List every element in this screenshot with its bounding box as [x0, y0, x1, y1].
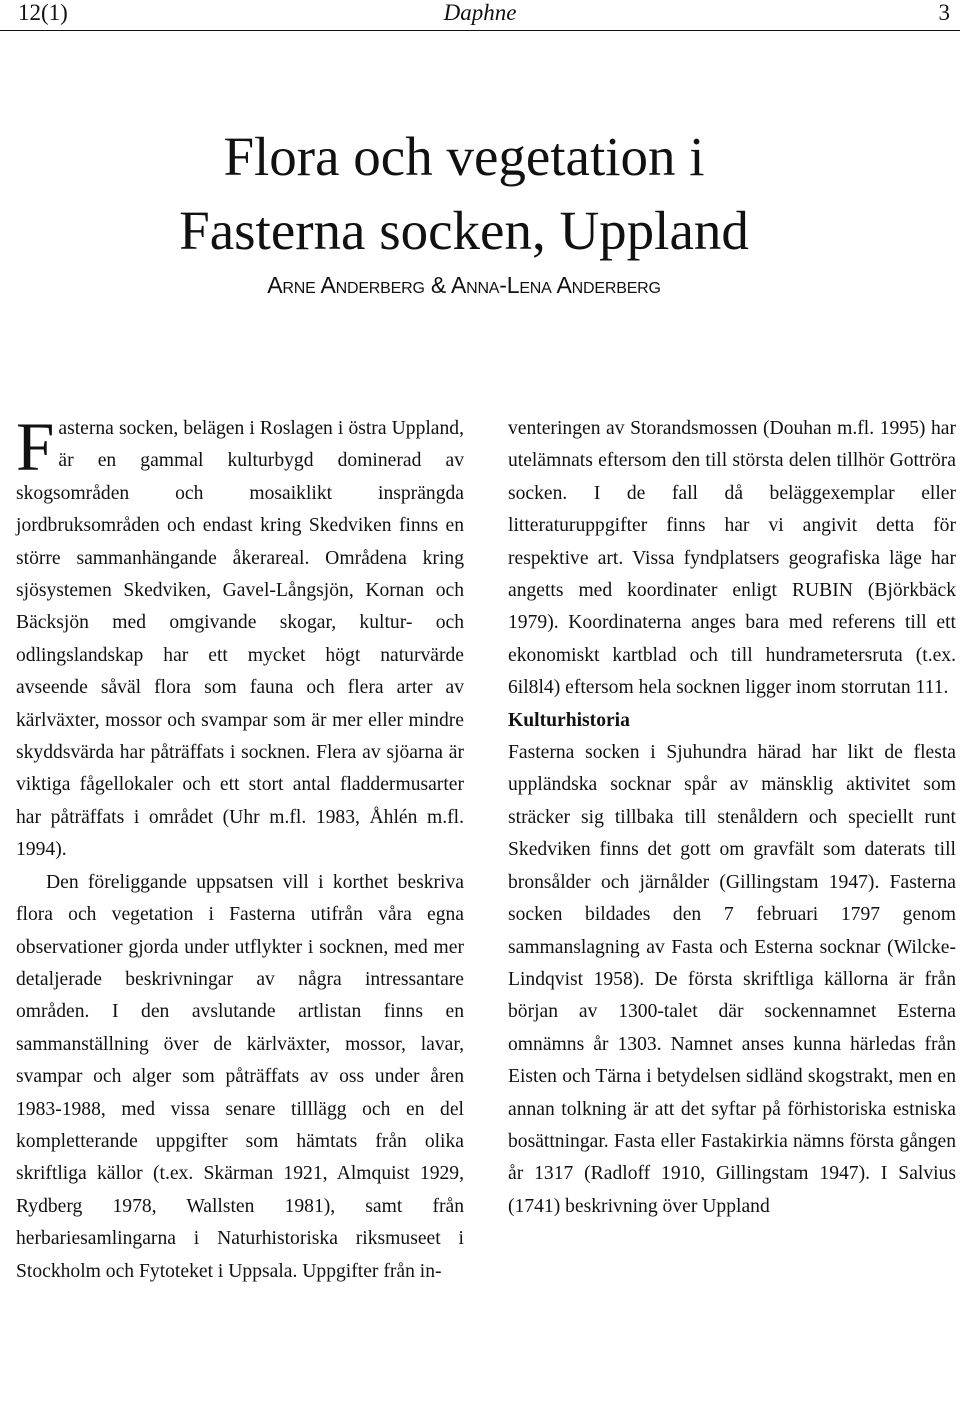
journal-name: Daphne [443, 0, 517, 25]
header-rule [0, 30, 960, 31]
article-title [0, 120, 928, 268]
continued-paragraph: venteringen av Storandsmossen (Douhan m.fl. 1995) har utelämnats eftersom den till största delen tillhör Gottröra socken. I de fall då beläggexemplar eller litteraturuppgifter finns har vi angivit detta för respektive art. Vissa fyndplatsers geografiska läge har angetts med koordinater enligt RUBIN (Björkbäck 1979). Koordinaterna anges bara med referens till ett ekonomiskt kartblad och till hundrametersruta (t.ex. 6il8l4) eftersom hela socknen ligger inom storrutan 111. [508, 418, 956, 699]
title-line-1: Flora och vegetation i [223, 126, 705, 187]
purpose-paragraph: Den föreliggande uppsatsen vill i korthet beskriva flora och vegetation i Fasterna utifrån våra egna observationer gjorda under utflykter i socknen, med mer detaljerade beskrivningar av några intressantare områden. I den avslutande artlistan finns en sammanställning över de kärlväxter, mossor, lavar, svampar och alger som påträffats av oss under åren 1983-1988, med vissa senare tilllägg och en del kompletterande uppgifter som hämtats från olika skriftliga källor (t.ex. Skärman 1921, Almquist 1929, Rydberg 1978, Wallsten 1981), samt från herbariesamlingarna i Naturhistoriska riksmuseet i Stockholm och Fytoteket i Uppsala. Uppgifter från in- [16, 871, 464, 1282]
title-line-2: Fasterna socken, Uppland [179, 200, 749, 261]
section-heading-kulturhistoria: Kulturhistoria [508, 709, 630, 731]
intro-paragraph [16, 409, 464, 867]
drop-cap: F [16, 409, 55, 485]
history-paragraph: Fasterna socken i Sjuhundra härad har likt de flesta uppländska socknar spår av mänsklig aktivitet som sträcker sig tillbaka till stenåldern och speciellt runt Skedviken finns det gott om gravfält som daterats till bronsålder och järnålder (Gillingstam 1947). Fasterna socken bildades den 7 februari 1797 genom sammanslagning av Fasta och Esterna socknar (Wilcke-Lindqvist 1958). De första skriftliga källorna är från början av 1300-talet där sockennamnet Esterna omnämns år 1303. Namnet anses kunna härledas från Eisten och Tärna i betydelsen sidländ skogstrakt, men en annan tolkning är att det syftar på förhistoriska estniska bosättningar. Fasta eller Fastakirkia nämns första gången år 1317 (Radloff 1910, Gillingstam 1947). I Salvius (1741) beskrivning över Uppland [508, 742, 956, 1217]
left-column [16, 409, 464, 1288]
issue-number: 12(1) [18, 0, 68, 25]
running-header [0, 0, 960, 34]
right-column [508, 413, 956, 1223]
intro-text: asterna socken, belägen i Roslagen i östra Uppland, är en gammal kulturbygd dominerad av skogsområden och mosaiklikt insprängda jordbruksområden och endast kring Skedviken finns en större sammanhängande åkerareal. Områdena kring sjösystemen Skedviken, Gavel-Långsjön, Kornan och Bäcksjön med omgivande skogar, kultur- och odlingslandskap har ett mycket högt naturvärde avseende såväl flora som fauna och flera arter av kärlväxter, mossor och svampar som är mer eller mindre skyddsvärda har påträffats i socknen. Flera av sjöarna är viktiga fågellokaler och ett stort antal fladdermusarter har påträffats i området (Uhr m.fl. 1983, Åhlén m.fl. 1994). [16, 418, 464, 861]
page-number: 3 [938, 0, 950, 25]
article-authors: Arne Anderberg & Anna-Lena Anderberg [267, 272, 661, 298]
